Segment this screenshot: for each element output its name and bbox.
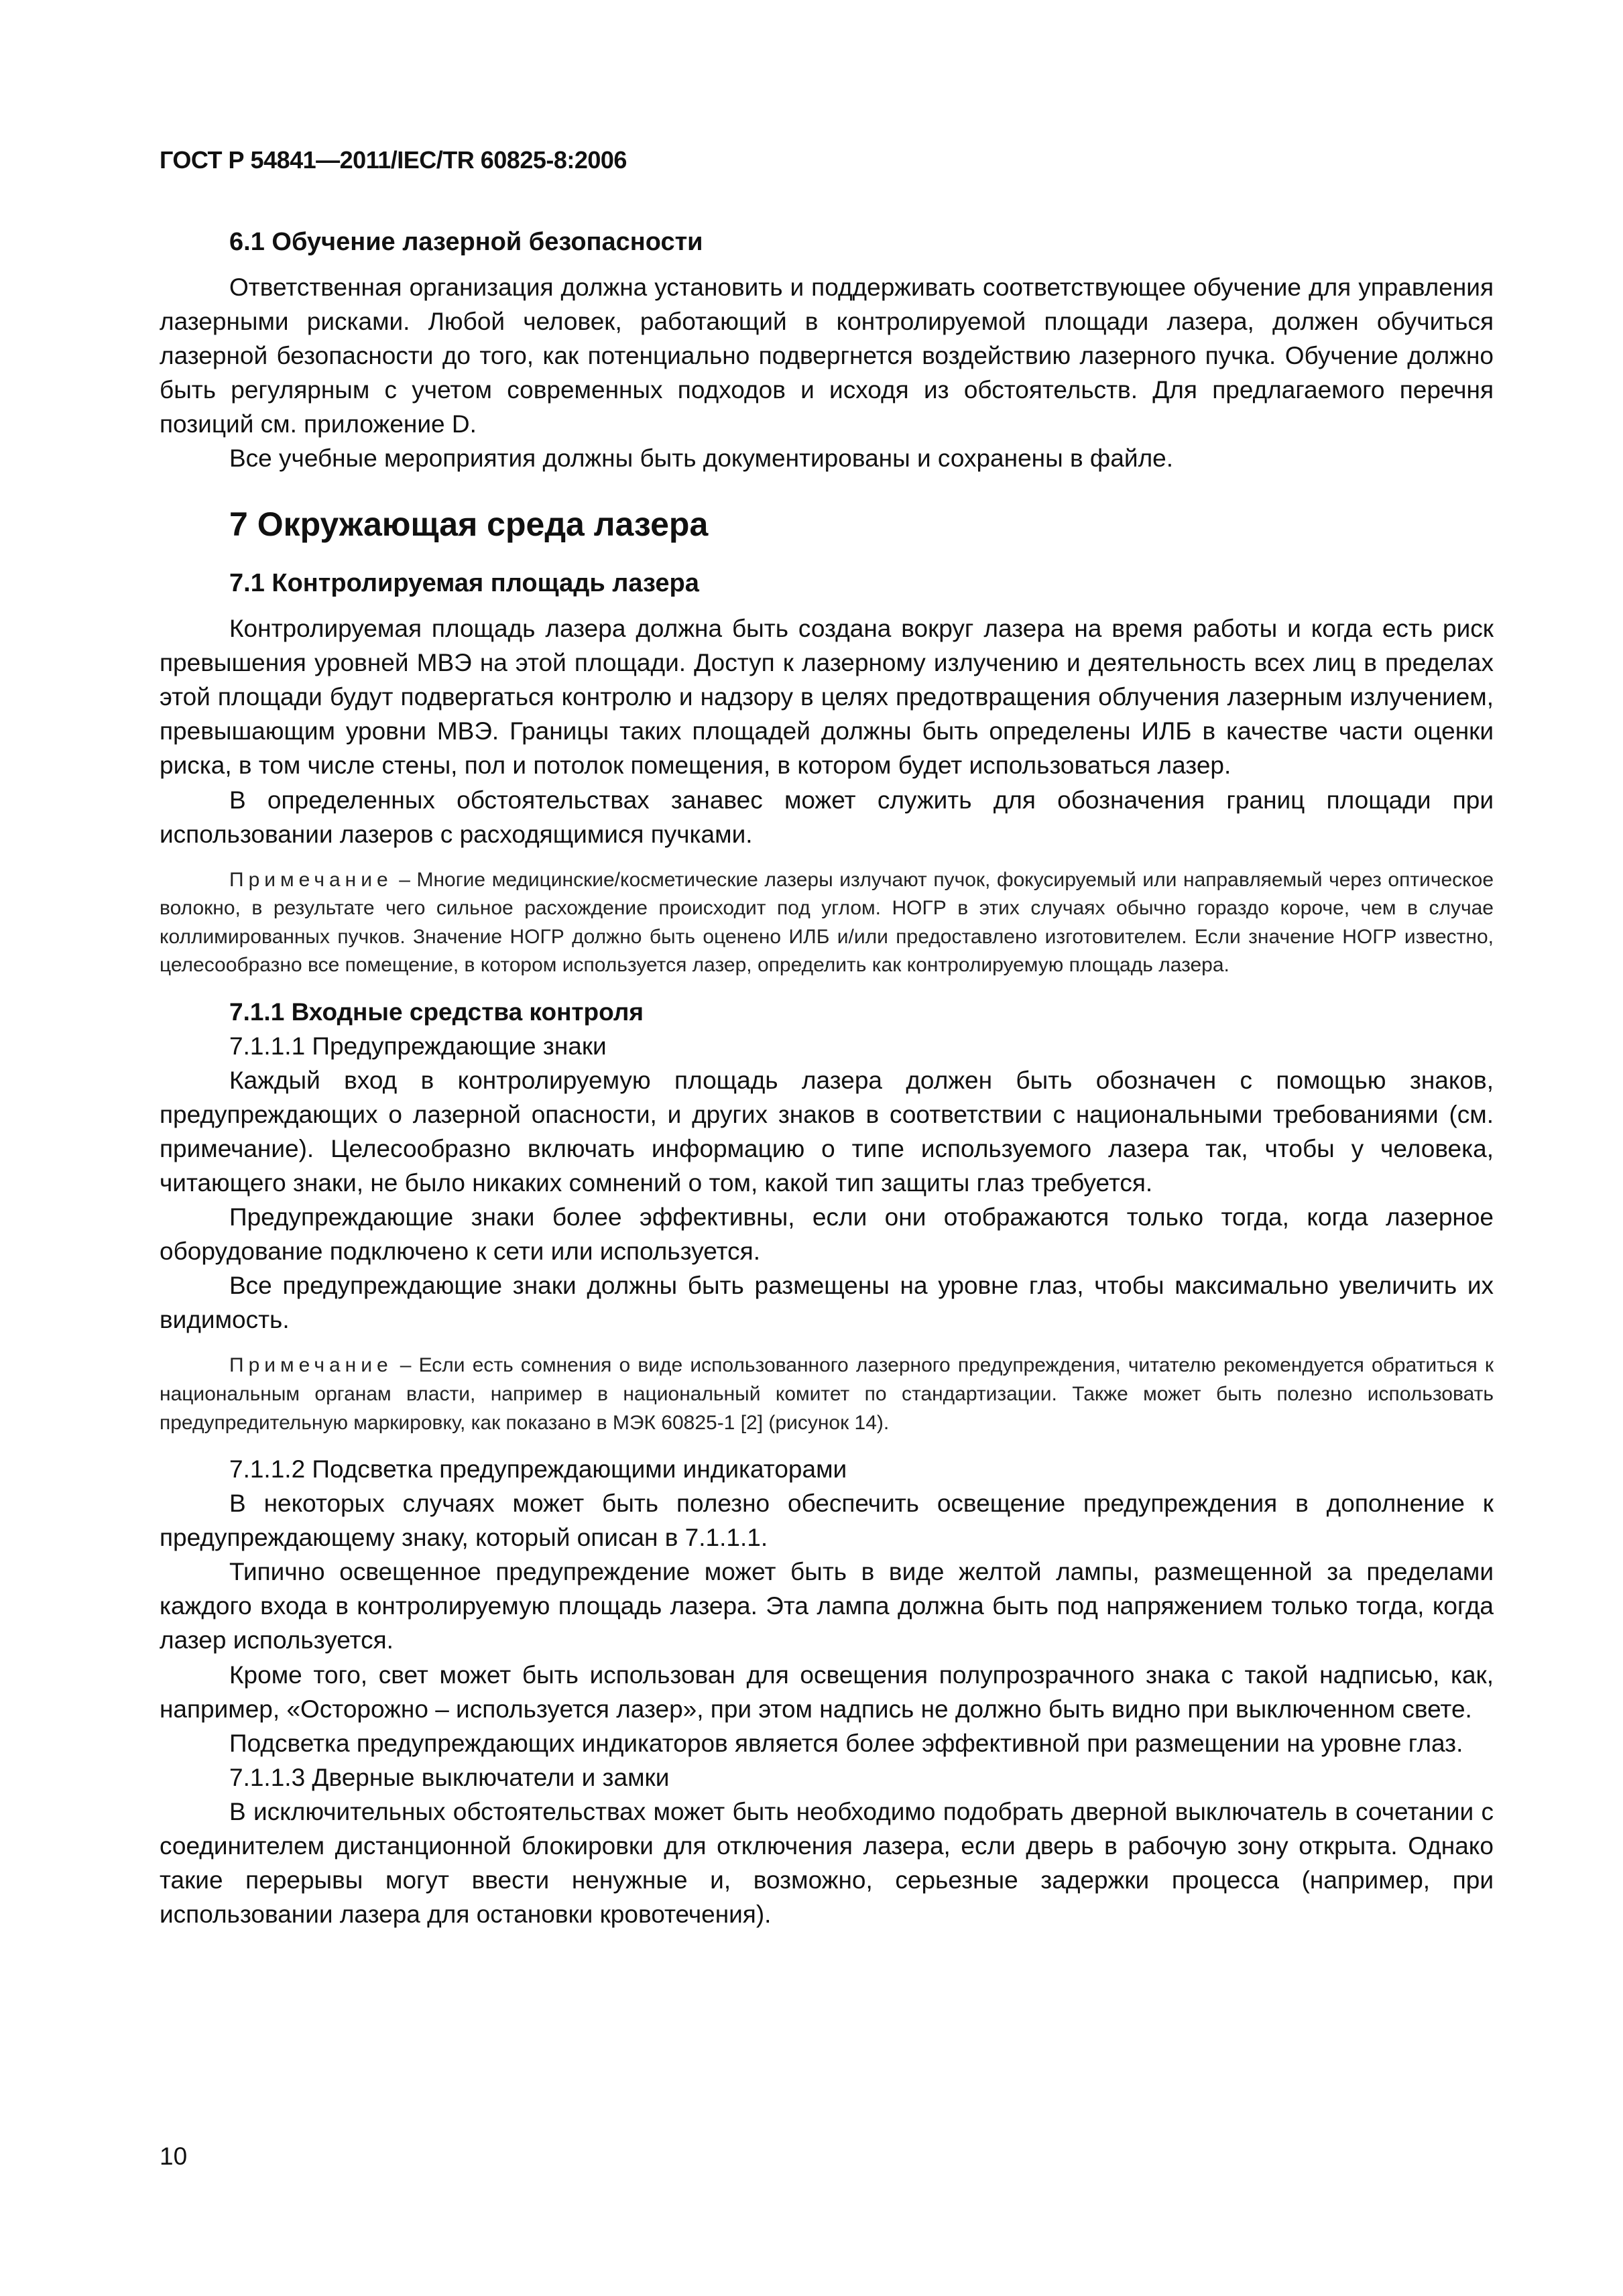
section-7-1-1-2-title: 7.1.1.2 Подсветка предупреждающими индикаторами <box>229 1455 847 1484</box>
section-7-1-note <box>160 866 1494 980</box>
section-7-1-paragraph-2: В определенных обстоятельствах занавес может служить для обозначения границ площади при использовании лазеров с расходящимися пучками. <box>160 786 1494 848</box>
section-7-1-1-2-paragraph-3: Кроме того, свет может быть использован для освещения полупрозрачного знака с такой надписью, как, например, «Осторожно – используется лазер», при этом надпись не должно быть видно при выключенном свете. <box>160 1660 1494 1723</box>
section-7-1-paragraph-1: Контролируемая площадь лазера должна быть создана вокруг лазера на время работы и когда есть риск превышения уровней МВЭ на этой площади. Доступ к лазерному излучению и деятельность всех лиц в пределах этой площади будут подвергаться контролю и надзору в целях предотвращения облучения лазерным излучением, превышающим уровни МВЭ. Границы таких площадей должны быть определены ИЛБ в качестве части оценки риска, в том числе стены, пол и потолок помещения, в котором будет использоваться лазер. <box>160 615 1494 780</box>
section-7-1-1-1-title: 7.1.1.1 Предупреждающие знаки <box>229 1032 607 1061</box>
section-7-1-1-2-paragraph-4: Подсветка предупреждающих индикаторов является более эффективной при размещении на уровне глаз. <box>229 1729 1463 1757</box>
section-7-1-1-1-paragraph-2: Предупреждающие знаки более эффективны, если они отображаются только тогда, когда лазерное оборудование подключено к сети или используется. <box>160 1203 1494 1266</box>
section-7-1-1-3-title: 7.1.1.3 Дверные выключатели и замки <box>229 1763 670 1791</box>
section-6-1-paragraph-1: Ответственная организация должна установить и поддерживать соответствующее обучение для управления лазерными рисками. Любой человек, работающий в контролируемой площади лазера, должен обучиться лазерной безопасности до того, как потенциально подвергнется воздействию лазерного пучка. Обучение должно быть регулярным с учетом современных подходов и исходя из обстоятельств. Для предлагаемого перечня позиций см. приложение D. <box>160 274 1494 438</box>
note-text: – Если есть сомнения о виде использованного лазерного предупреждения, читателю рекомендуется обратиться к национальным органам власти, например в национальный комитет по стандартизации. Также может быть полезно использовать предупредительную маркировку, как показано в МЭК 60825-1 [2] (рисунок 14). <box>160 1354 1494 1434</box>
note-text: – Многие медицинские/косметические лазеры излучают пучок, фокусируемый или направляемый через оптическое волокно, в результате чего сильное расхождение происходит под углом. НОГР в этих случаях обычно гораздо короче, чем в случае коллимированных пучков. Значение НОГР должно быть оценено ИЛБ и/или предоставлено изготовителем. Если значение НОГР известно, целесообразно все помещение, в котором используется лазер, определить как контролируемую площадь лазера. <box>160 868 1494 977</box>
section-7-1-1-3-paragraph-1: В исключительных обстоятельствах может быть необходимо подобрать дверной выключатель в сочетании с соединителем дистанционной блокировки для отключения лазера, если дверь в рабочую зону открыта. Однако такие перерывы могут ввести ненужные и, возможно, серьезные задержки процесса (например, при использовании лазера для остановки кровотечения). <box>160 1797 1494 1928</box>
section-7-1-1-2-paragraph-2: Типично освещенное предупреждение может быть в виде желтой лампы, размещенной за пределами каждого входа в контролируемую площадь лазера. Эта лампа должна быть под напряжением только тогда, когда лазер используется. <box>160 1558 1494 1654</box>
section-7-1-1-1-paragraph-3: Все предупреждающие знаки должны быть размещены на уровне глаз, чтобы максимально увеличить их видимость. <box>160 1272 1494 1334</box>
note-label: Примечание <box>229 868 393 891</box>
section-7-1-title: 7.1 Контролируемая площадь лазера <box>229 569 699 598</box>
section-6-1-paragraph-2: Все учебные мероприятия должны быть документированы и сохранены в файле. <box>229 444 1174 473</box>
section-7-1-1-1-paragraph-1: Каждый вход в контролируемую площадь лазера должен быть обозначен с помощью знаков, предупреждающих о лазерной опасности, и других знаков в соответствии с национальными требованиями (см. примечание). Целесообразно включать информацию о типе используемого лазера так, чтобы у человека, читающего знаки, не было никаких сомнений о том, какой тип защиты глаз требуется. <box>160 1067 1494 1197</box>
document-header: ГОСТ Р 54841—2011/IEC/TR 60825-8:2006 <box>160 146 627 174</box>
section-7-1-1-title: 7.1.1 Входные средства контроля <box>229 998 644 1026</box>
page-number: 10 <box>160 2142 188 2170</box>
page-content <box>160 146 1494 1931</box>
section-6-1-title: 6.1 Обучение лазерной безопасности <box>229 228 703 256</box>
section-7-title: 7 Окружающая среда лазера <box>229 505 709 544</box>
section-7-1-1-1-note <box>160 1351 1494 1437</box>
section-7-1-1-2-paragraph-1: В некоторых случаях может быть полезно обеспечить освещение предупреждения в дополнение к предупреждающему знаку, который описан в 7.1.1.1. <box>160 1490 1494 1552</box>
note-label: Примечание <box>229 1354 393 1377</box>
